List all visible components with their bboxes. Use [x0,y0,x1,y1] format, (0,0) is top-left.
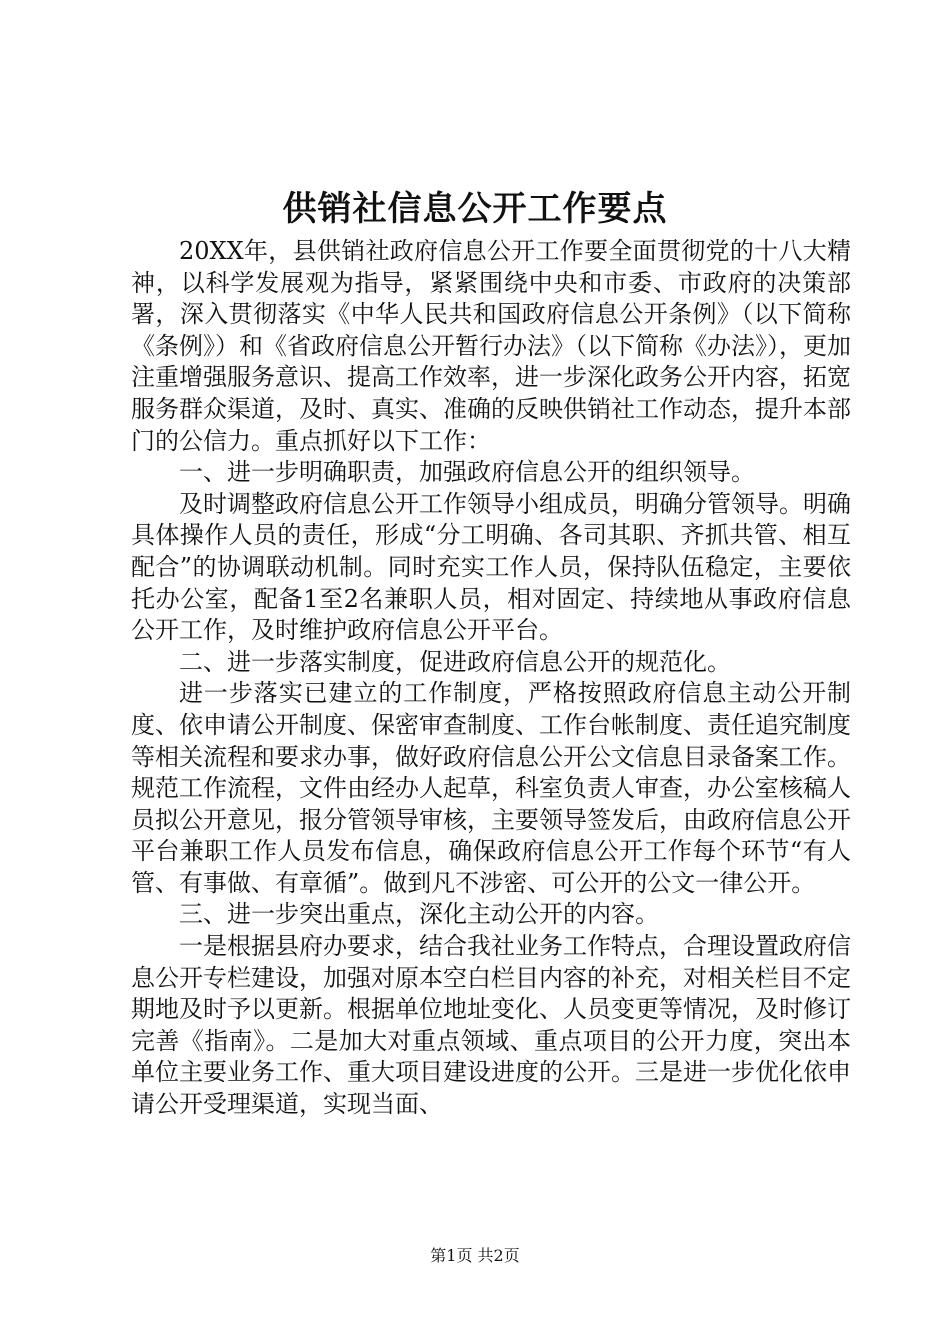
heading-section-1: 一、进一步明确职责，加强政府信息公开的组织领导。 [179,458,755,487]
heading-section-2: 二、进一步落实制度，促进政府信息公开的规范化。 [179,647,731,676]
paragraph-section-2: 进一步落实已建立的工作制度，严格按照政府信息主动公开制度、依申请公开制度、保密审查制度、工作台帐制度、责任追究制度等相关流程和要求办事，做好政府信息公开公文信息目录备案工作。规范工作流程，文件由经办人起草，科室负责人审查，办公室核稿人员拟公开意见，报分管领导审核，主要领导签发后，由政府信息公开平台兼职工作人员发布信息，确保政府信息公开工作每个环节“有人管、有事做、有章循”。做到凡不涉密、可公开的公文一律公开。 [131,679,851,897]
heading-section-3: 三、进一步突出重点，深化主动公开的内容。 [179,900,659,929]
document-body [131,236,851,1121]
paragraph-section-3: 一是根据县府办要求，结合我社业务工作特点，合理设置政府信息公开专栏建设，加强对原本空白栏目内容的补充，对相关栏目不定期地及时予以更新。根据单位地址变化、人员变更等情况，及时修订完善《指南》。二是加大对重点领域、重点项目的公开力度，突出本单位主要业务工作、重大项目建设进度的公开。三是进一步优化依申请公开受理渠道，实现当面、 [131,932,851,1119]
document-title: 供销社信息公开工作要点 [282,189,668,229]
page-number-footer: 第1页 共2页 [430,1246,520,1265]
paragraph-section-1: 及时调整政府信息公开工作领导小组成员，明确分管领导。明确具体操作人员的责任，形成“分工明确、各司其职、齐抓共管、相互配合”的协调联动机制。同时充实工作人员，保持队伍稳定，主要依托办公室，配备1至2名兼职人员，相对固定、持续地从事政府信息公开工作，及时维护政府信息公开平台。 [131,489,851,645]
paragraph-intro: 20XX年，县供销社政府信息公开工作要全面贯彻党的十八大精神，以科学发展观为指导，紧紧围绕中央和市委、市政府的决策部署，深入贯彻落实《中华人民共和国政府信息公开条例》（以下简称《条例》）和《省政府信息公开暂行办法》（以下简称《办法》），更加注重增强服务意识、提高工作效率，进一步深化政务公开内容，拓宽服务群众渠道，及时、真实、准确的反映供销社工作动态，提升本部门的公信力。重点抓好以下工作： [131,237,851,455]
